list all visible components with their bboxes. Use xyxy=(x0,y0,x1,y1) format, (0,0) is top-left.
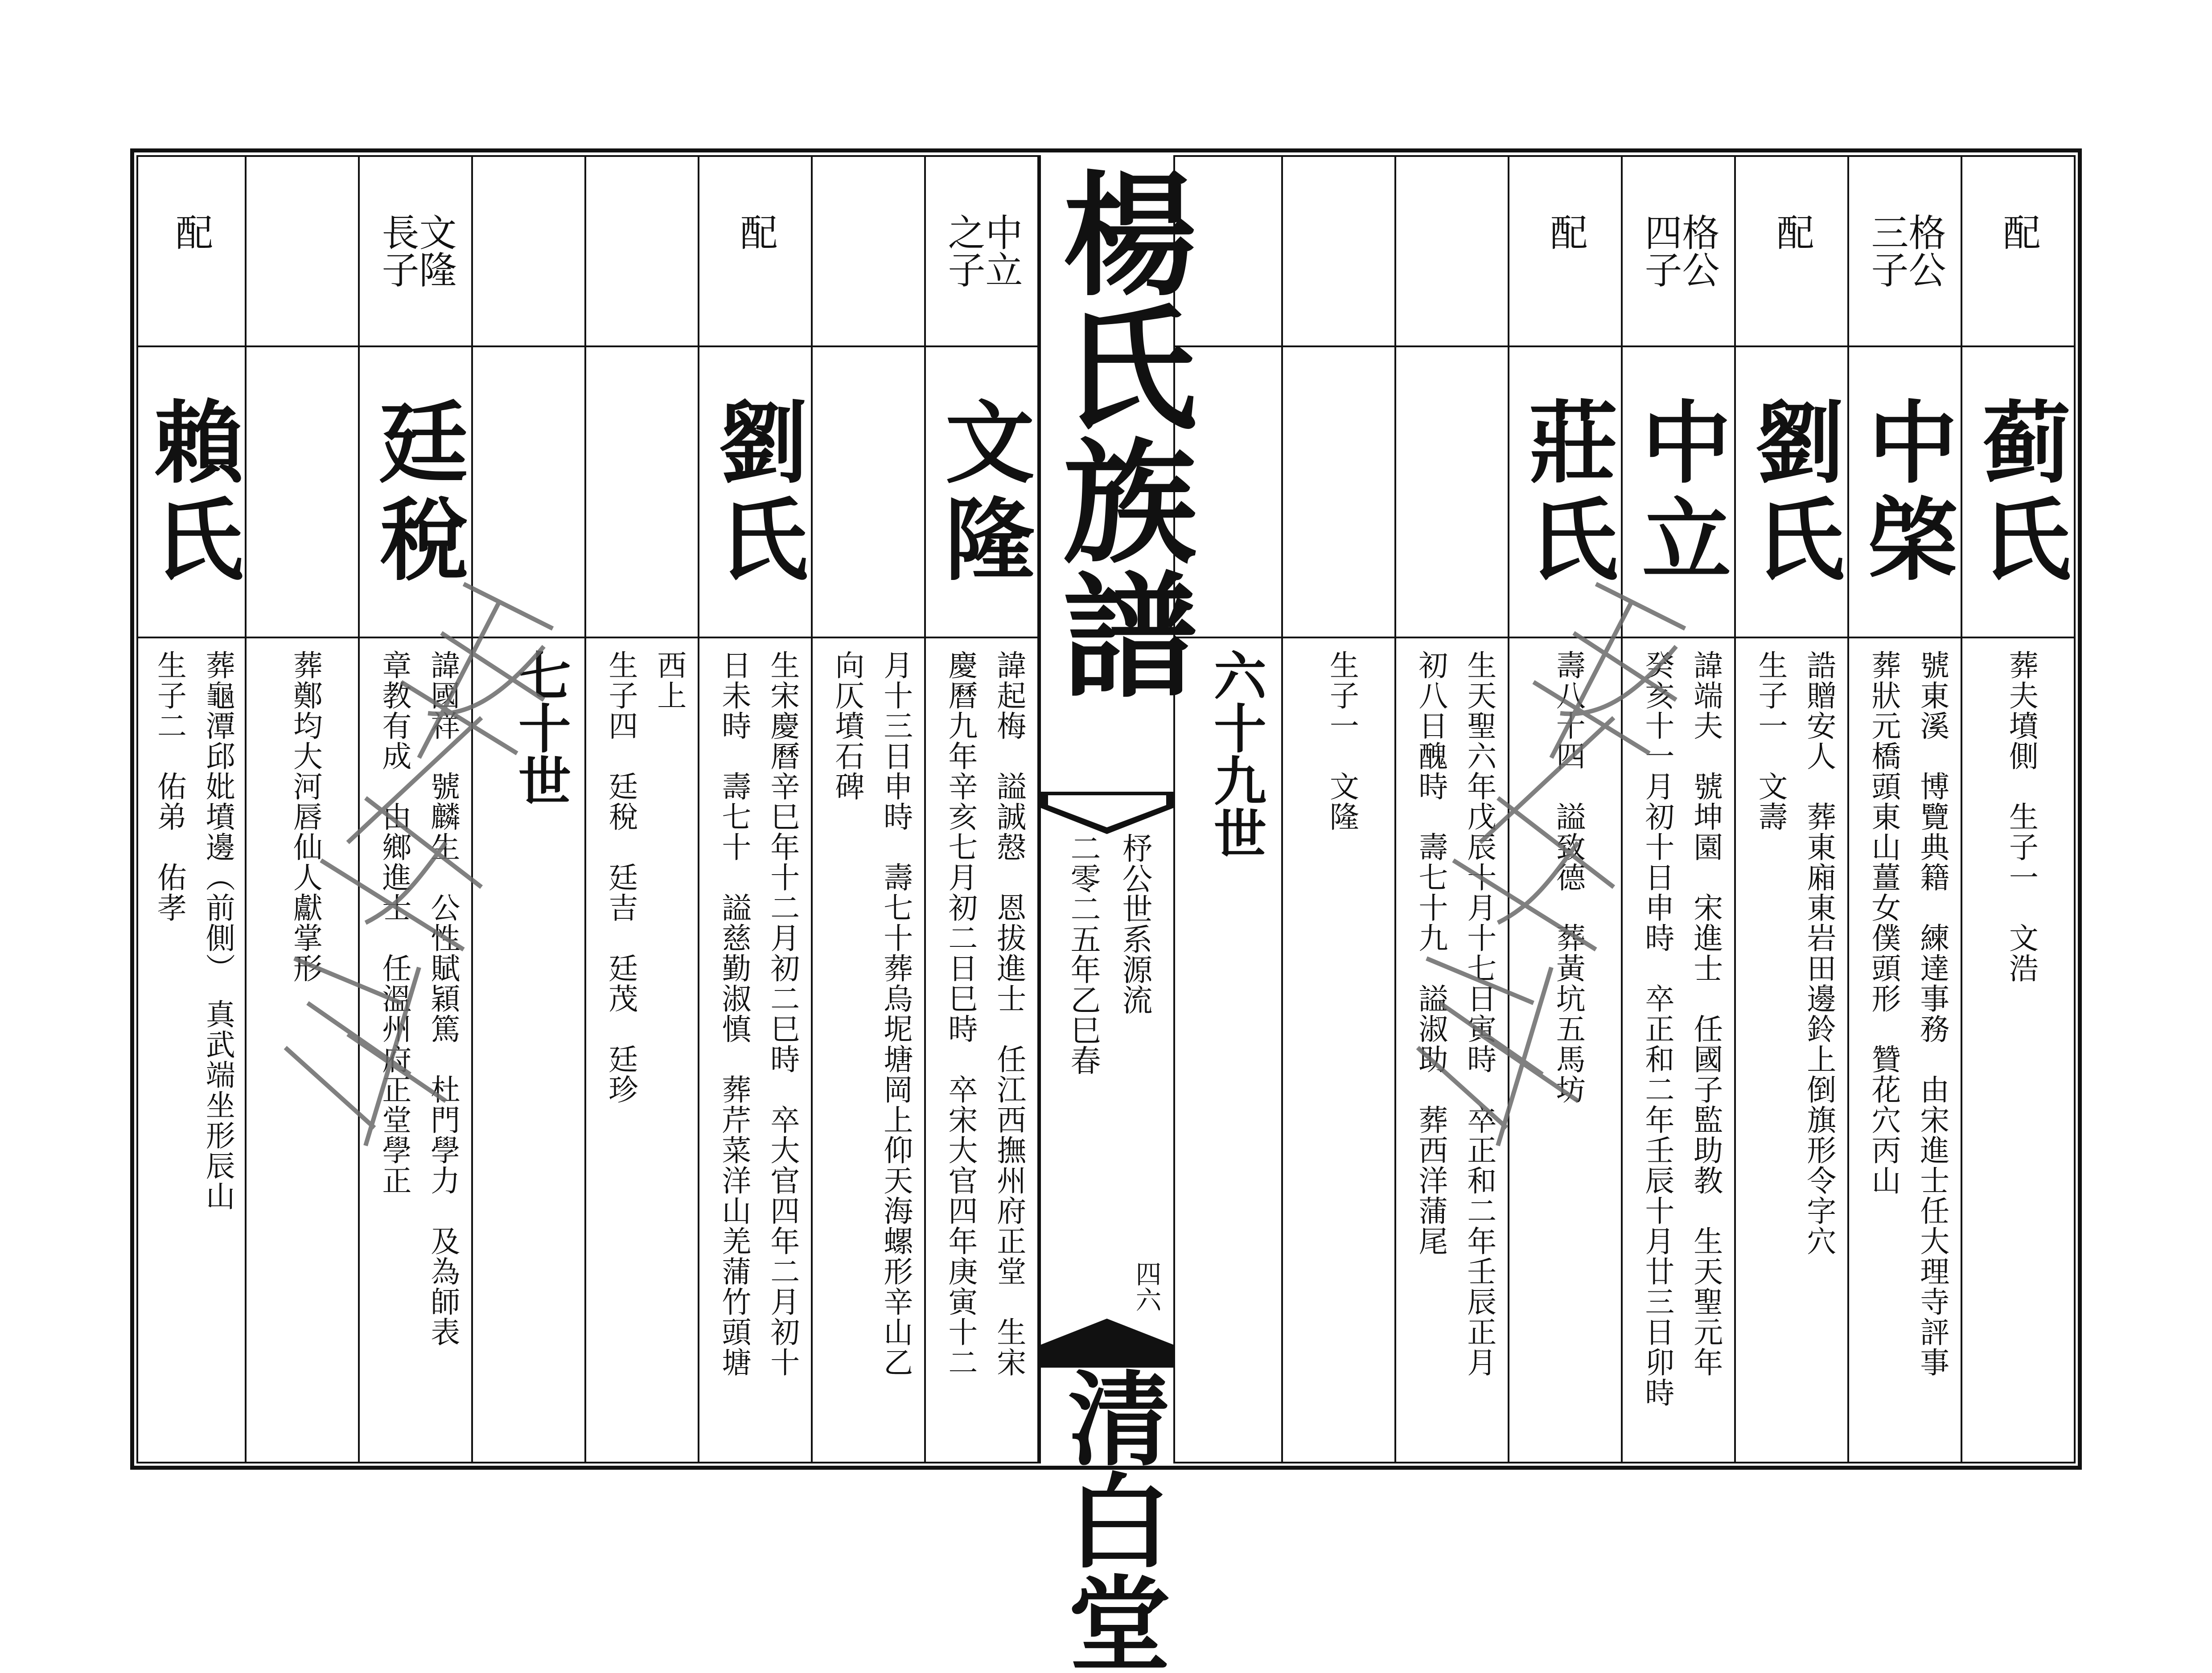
column-label: 中立 之子 xyxy=(942,213,1023,288)
lineage-subtitle: 杼公世系源流 xyxy=(1117,833,1152,1015)
biography-text: 月十三日申時 壽七十葬烏坭塘岡上仰天海螺形辛山乙 向仄墳石碑 xyxy=(830,650,913,1377)
edition-date: 二零二五年乙巳春 xyxy=(1065,833,1101,1075)
column-c8 xyxy=(926,155,1039,1463)
column-label: 文隆 長子 xyxy=(376,213,457,288)
column-c15 xyxy=(136,155,247,1463)
generation-69-marker: 六十九世 xyxy=(1205,649,1267,859)
book-title: 楊氏族譜 xyxy=(1040,165,1198,700)
column-label: 配 xyxy=(1997,213,2041,251)
biography-text: 諱端夫 號坤園 宋進士 任國子監助教 生天聖元年 癸亥十一月初十日申時 卒正和二年壬辰十月廿三日卯時 xyxy=(1640,650,1723,1408)
biography-text: 葬鄭均大河唇仙人獻掌形 xyxy=(288,650,323,983)
biography-text: 葬夫墳側 生子一 文浩 xyxy=(2004,650,2039,983)
person-name: 中立 xyxy=(1627,396,1732,590)
biography-text: 誥贈安人 葬東廂東岩田邊鈴上倒旗形令字穴 生子一 文壽 xyxy=(1753,650,1836,1256)
column-c2 xyxy=(1849,155,1962,1463)
bookmark-arrow-icon xyxy=(1039,792,1175,836)
person-name: 劉氏 xyxy=(704,396,809,590)
person-name: 蓟氏 xyxy=(1967,396,2072,590)
column-c10 xyxy=(699,155,813,1463)
biography-text: 葬龜潭邱妣墳邊（前側） 真武端坐形辰山 生子二 佑弟 佑孝 xyxy=(152,650,235,1211)
seal-stamp-right-icon xyxy=(1364,566,1765,1190)
biography-text: 諱國祥 號麟生 公性賦穎篤 杜門學力 及為師表 章教有成 由鄉進士 任溫州府正堂學正 xyxy=(377,650,460,1347)
seal-stamp-left-icon xyxy=(232,566,633,1190)
person-name: 文隆 xyxy=(930,396,1035,590)
person-name: 中棨 xyxy=(1854,396,1958,590)
column-c1 xyxy=(1962,155,2076,1463)
column-label: 格公 四子 xyxy=(1639,213,1720,288)
biography-text: 西上 生子四 廷稅 廷吉 廷茂 廷珍 xyxy=(603,650,687,1105)
person-name: 賴氏 xyxy=(139,396,244,590)
column-label: 配 xyxy=(734,213,778,251)
biography-text: 號東溪 博覽典籍 練達事務 由宋進士任大理寺評事 葬狀元橋頭東山薑女僕頭形 贊花穴丙山 xyxy=(1866,650,1949,1377)
person-name: 莊氏 xyxy=(1514,396,1619,590)
biography-text: 生天聖六年戊辰十月十七日寅時 卒正和二年壬辰正月 初八日醜時 壽七十九 謚淑助 葬西洋蒲尾 xyxy=(1413,650,1497,1377)
biography-text: 壽八十四 謚致德 葬黃坑五馬坊 xyxy=(1551,650,1586,1105)
bookmark-arrow-bottom-icon xyxy=(1039,1319,1175,1368)
column-label: 配 xyxy=(169,213,214,251)
biography-text: 生宋慶曆辛巳年十二月初二巳時 卒大官四年二月初十 日未時 壽七十 謚慈勤淑慎 葬芹菜洋山羌蒲竹頭塘 xyxy=(716,650,800,1377)
column-c9 xyxy=(813,155,926,1463)
generation-70-marker: 七十世 xyxy=(509,649,572,806)
person-name: 劉氏 xyxy=(1740,396,1845,590)
column-label: 格公 三子 xyxy=(1865,213,1946,288)
hall-name: 清白堂 xyxy=(1050,1365,1171,1673)
column-label: 配 xyxy=(1544,213,1588,251)
center-band xyxy=(1039,155,1198,1673)
biography-text: 生子一 文隆 xyxy=(1324,650,1359,832)
column-label: 配 xyxy=(1771,213,1814,251)
biography-text: 諱起梅 謚誠慤 恩拔進士 任江西撫州府正堂 生宋 慶曆九年辛亥七月初二日巳時 卒宋大官四年庚寅十二 xyxy=(943,650,1026,1377)
page-number: 四六 xyxy=(1131,1261,1162,1312)
person-name: 廷稅 xyxy=(364,396,469,590)
